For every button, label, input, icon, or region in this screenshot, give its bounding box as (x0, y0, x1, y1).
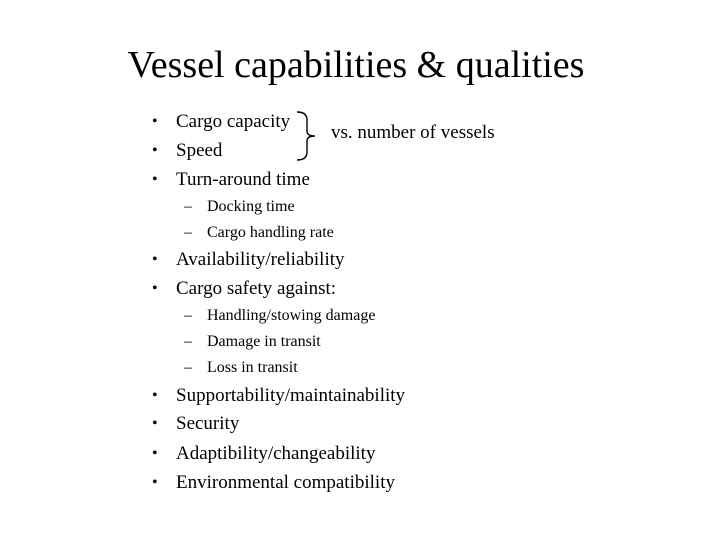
dash-marker: – (184, 198, 192, 215)
sub-item-text: Damage in transit (207, 333, 321, 350)
bullet-marker: • (152, 171, 158, 188)
sub-item-text: Docking time (207, 198, 295, 215)
slide-title: Vessel capabilities & qualities (127, 44, 585, 86)
dash-marker: – (184, 307, 192, 324)
brace-label: vs. number of vessels (331, 122, 495, 143)
bullet-text: Adaptibility/changeability (176, 443, 376, 464)
bullet-text: Security (176, 413, 240, 434)
right-brace-icon (295, 110, 325, 162)
bullet-text: Supportability/maintainability (176, 385, 406, 406)
bullet-marker: • (152, 113, 158, 130)
bullet-text: Speed (176, 140, 223, 161)
bullet-text: Cargo safety against: (176, 278, 337, 299)
sub-item-text: Handling/stowing damage (207, 307, 376, 324)
dash-marker: – (184, 359, 192, 376)
bullet-marker: • (152, 474, 158, 491)
bullet-text: Environmental compatibility (176, 472, 395, 493)
bullet-marker: • (152, 445, 158, 462)
sub-item-text: Cargo handling rate (207, 224, 334, 241)
dash-marker: – (184, 224, 192, 241)
bullet-marker: • (152, 280, 158, 297)
bullet-marker: • (152, 415, 158, 432)
bullet-marker: • (152, 142, 158, 159)
sub-item-text: Loss in transit (207, 359, 298, 376)
dash-marker: – (184, 333, 192, 350)
bullet-marker: • (152, 387, 158, 404)
bullet-text: Turn-around time (176, 169, 310, 190)
bullet-marker: • (152, 251, 158, 268)
bullet-text: Cargo capacity (176, 111, 291, 132)
bullet-text: Availability/reliability (176, 249, 345, 270)
